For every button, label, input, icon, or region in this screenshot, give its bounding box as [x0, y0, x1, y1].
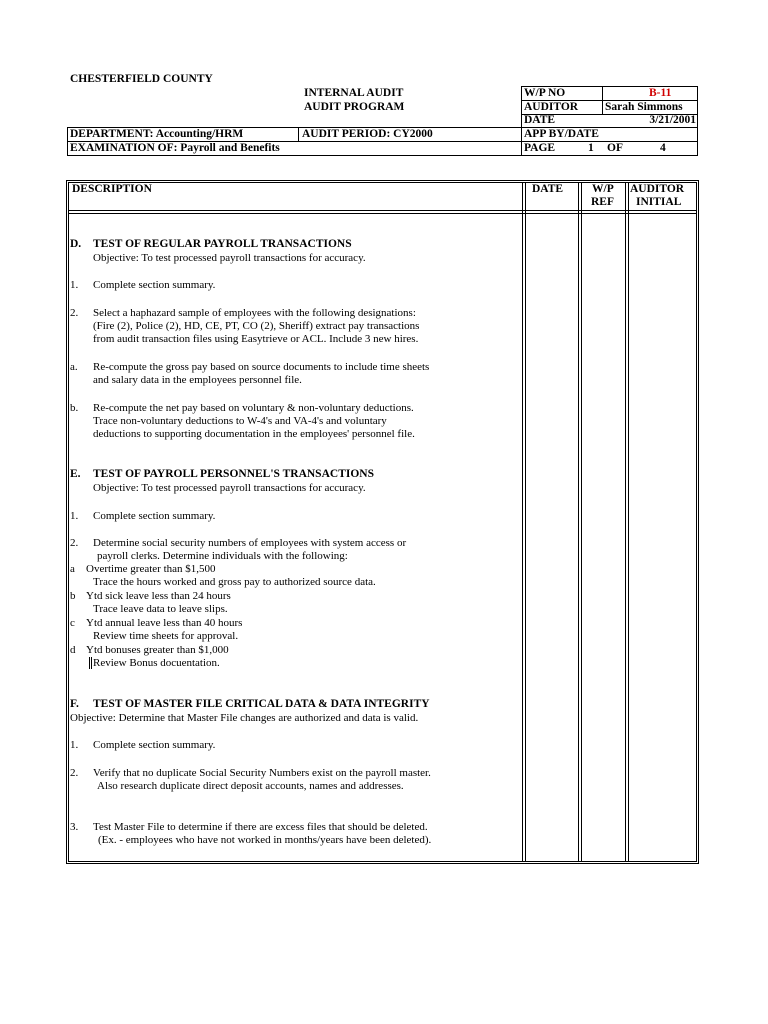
app-by-date-label: APP BY/DATE	[524, 128, 599, 140]
d-item1-text: Complete section summary.	[93, 279, 216, 291]
f-item3-line2: (Ex. - employees who have not worked in months/years have been deleted).	[98, 834, 432, 846]
section-f-letter: F.	[70, 698, 79, 710]
date-label: DATE	[524, 114, 556, 126]
col-wp-line2: REF	[591, 196, 614, 208]
page-of: OF	[607, 142, 623, 154]
county-name: CHESTERFIELD COUNTY	[70, 73, 213, 85]
col-auditor-line1: AUDITOR	[630, 183, 685, 195]
d-item-a-line1: Re-compute the gross pay based on source documents to include time sheets	[93, 361, 430, 373]
col-date: DATE	[532, 183, 564, 195]
e-item2-num: 2.	[70, 537, 79, 549]
section-e-heading: TEST OF PAYROLL PERSONNEL'S TRANSACTIONS	[93, 468, 374, 480]
e-item-d-line2: Review Bonus docuentation.	[93, 657, 220, 669]
d-item-b-num: b.	[70, 402, 79, 414]
section-f-objective: Objective: Determine that Master File changes are authorized and data is valid.	[70, 712, 419, 724]
f-item2-num: 2.	[70, 767, 79, 779]
page-number: 1	[588, 142, 594, 154]
page-total: 4	[660, 142, 666, 154]
d-item2-line2: (Fire (2), Police (2), HD, CE, PT, CO (2), Sheriff) extract pay transactions	[93, 320, 420, 332]
e-item2-line2: payroll clerks. Determine individuals with the following:	[97, 550, 348, 562]
d-item-b-line1: Re-compute the net pay based on voluntary & non-voluntary deductions.	[93, 402, 414, 414]
e-item-a-line2: Trace the hours worked and gross pay to authorized source data.	[93, 576, 376, 588]
f-item3-num: 3.	[70, 821, 79, 833]
e-item-d-num: d	[70, 644, 76, 656]
e-item-a-line1: Overtime greater than $1,500	[86, 563, 216, 575]
d-item2-num: 2.	[70, 307, 79, 319]
col-description: DESCRIPTION	[72, 183, 152, 195]
d-item1-num: 1.	[70, 279, 79, 291]
date-value: 3/21/2001	[649, 114, 696, 126]
section-d-heading: TEST OF REGULAR PAYROLL TRANSACTIONS	[93, 238, 352, 250]
d-item-a-num: a.	[70, 361, 78, 373]
f-item3-line1: Test Master File to determine if there are excess files that should be deleted.	[93, 821, 428, 833]
wp-no-value: B-11	[649, 87, 672, 99]
f-item2-line1: Verify that no duplicate Social Security Numbers exist on the payroll master.	[93, 767, 431, 779]
d-item-b-line2: Trace non-voluntary deductions to W-4's and VA-4's and voluntary	[93, 415, 387, 427]
program-title-line2: AUDIT PROGRAM	[304, 101, 405, 113]
e-item-b-line1: Ytd sick leave less than 24 hours	[86, 590, 231, 602]
section-d-letter: D.	[70, 238, 82, 250]
department: DEPARTMENT: Accounting/HRM	[70, 128, 244, 140]
d-item2-line3: from audit transaction files using Easytrieve or ACL. Include 3 new hires.	[93, 333, 419, 345]
f-item1-text: Complete section summary.	[93, 739, 216, 751]
f-item1-num: 1.	[70, 739, 79, 751]
section-e-objective: Objective: To test processed payroll transactions for accuracy.	[93, 482, 366, 494]
e-item-b-line2: Trace leave data to leave slips.	[93, 603, 228, 615]
e-item2-line1: Determine social security numbers of employees with system access or	[93, 537, 407, 549]
cursor-mark	[89, 657, 90, 669]
page-label: PAGE	[524, 142, 556, 154]
f-item2-line2: Also research duplicate direct deposit accounts, names and addresses.	[97, 780, 404, 792]
section-e-letter: E.	[70, 468, 81, 480]
section-d-objective: Objective: To test processed payroll transactions for accuracy.	[93, 252, 366, 264]
e-item-c-line1: Ytd annual leave less than 40 hours	[86, 617, 243, 629]
section-f-heading: TEST OF MASTER FILE CRITICAL DATA & DATA INTEGRITY	[93, 698, 430, 710]
wp-no-label: W/P NO	[524, 87, 566, 99]
audit-period: AUDIT PERIOD: CY2000	[302, 128, 433, 140]
col-wp-line1: W/P	[592, 183, 614, 195]
examination-of: EXAMINATION OF: Payroll and Benefits	[70, 142, 280, 154]
e-item-b-num: b	[70, 590, 76, 602]
program-title-line1: INTERNAL AUDIT	[304, 87, 404, 99]
col-auditor-line2: INITIAL	[636, 196, 682, 208]
e-item-c-line2: Review time sheets for approval.	[93, 630, 239, 642]
e-item-d-line1: Ytd bonuses greater than $1,000	[86, 644, 229, 656]
auditor-label: AUDITOR	[524, 101, 579, 113]
e-item-a-num: a	[70, 563, 75, 575]
e-item1-num: 1.	[70, 510, 79, 522]
d-item-a-line2: and salary data in the employees personnel file.	[93, 374, 302, 386]
d-item2-line1: Select a haphazard sample of employees with the following designations:	[93, 307, 416, 319]
e-item-c-num: c	[70, 617, 75, 629]
d-item-b-line3: deductions to supporting documentation in the employees' personnel file.	[93, 428, 415, 440]
e-item1-text: Complete section summary.	[93, 510, 216, 522]
auditor-value: Sarah Simmons	[605, 101, 683, 113]
